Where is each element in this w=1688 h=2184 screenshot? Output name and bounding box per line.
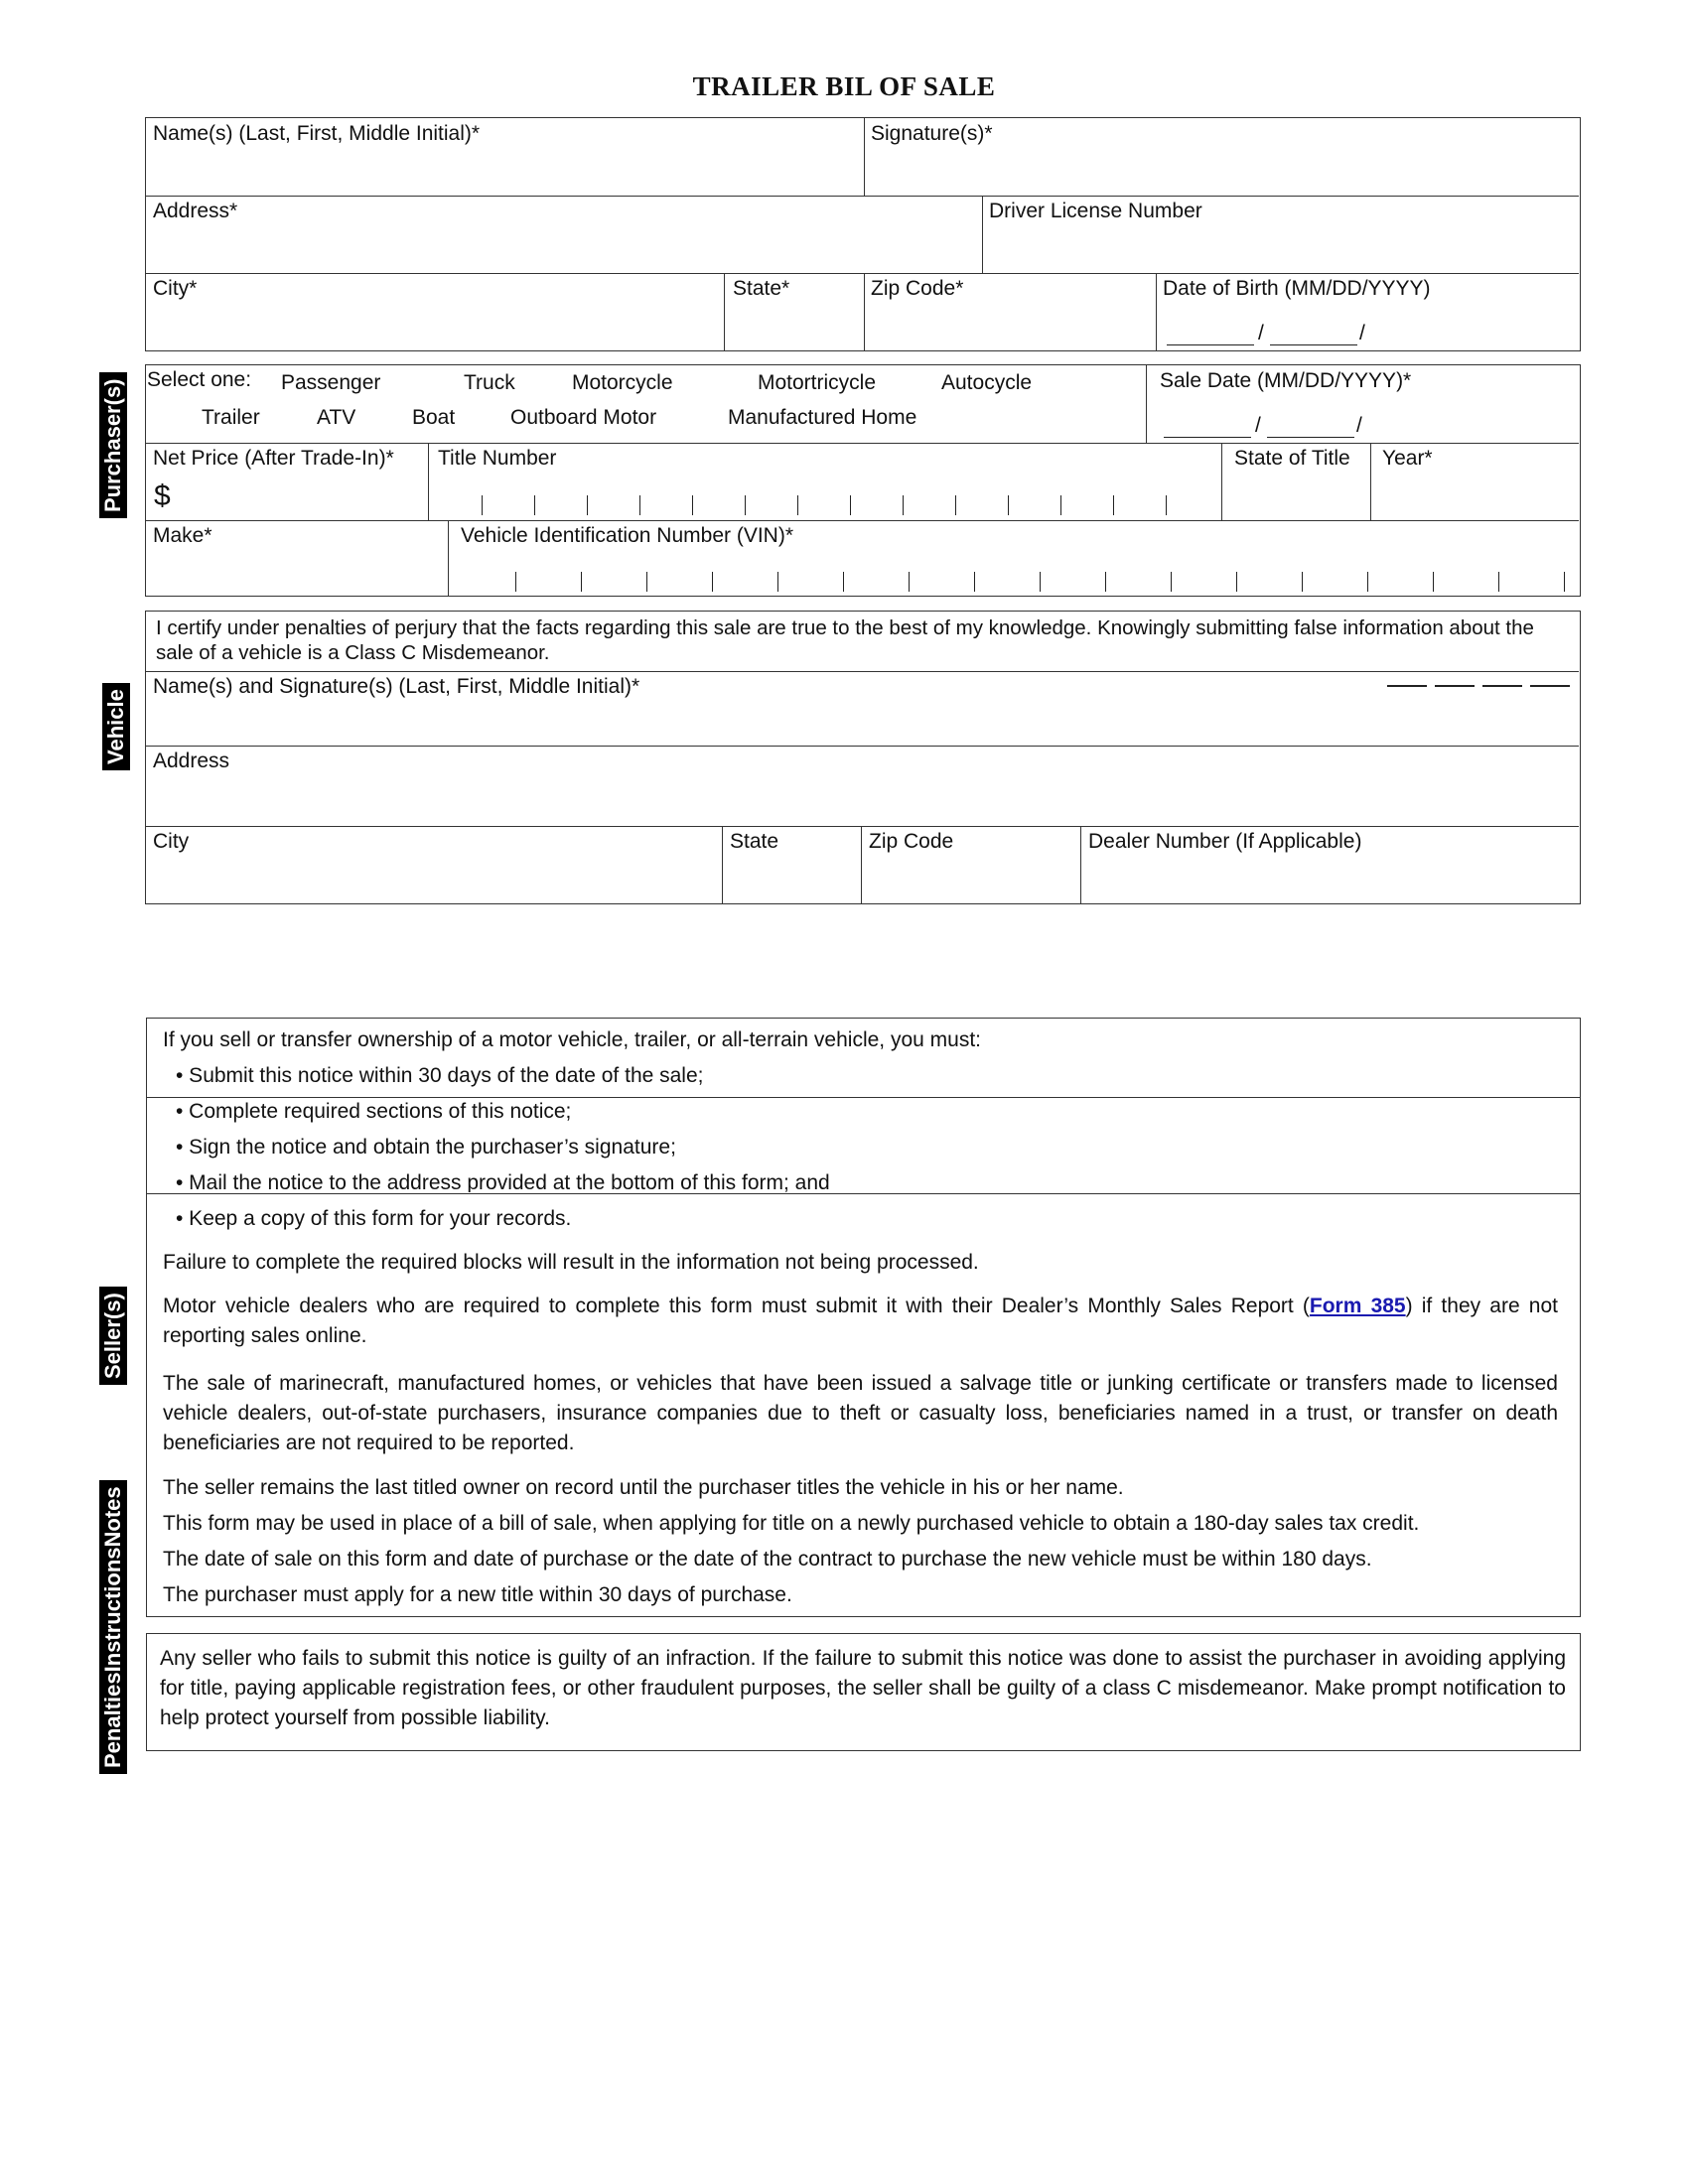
sale-date-slash-1: / [1255, 414, 1261, 437]
dob-slash-1: / [1258, 322, 1264, 344]
seller-city-label: City [153, 830, 190, 853]
vehicle-type-truck[interactable]: Truck [464, 371, 515, 394]
vehicle-type-manufactured-home[interactable]: Manufactured Home [728, 406, 917, 429]
dealers-note [163, 1292, 1558, 1351]
vehicle-type-outboard-motor[interactable]: Outboard Motor [510, 406, 657, 429]
purchaser-city-label: City* [153, 277, 198, 300]
seller-section [145, 611, 1581, 904]
seller-state-label: State [730, 830, 779, 853]
seller-remains-note: The seller remains the last titled owner on record until the purchaser titles the vehicle in his or her name. [163, 1476, 1124, 1499]
title-number-label: Title Number [438, 447, 557, 470]
penalties-text: Any seller who fails to submit this notice is guilty of an infraction. If the failure to submit this notice was done to assist the purchaser in avoiding applying for title, paying applicable registration fees, or other fraudulent purposes, the seller shall be guilty of a class C misdemeanor. Make prompt notification to help protect yourself from possible liability. [160, 1647, 1566, 1729]
dealer-number-label: Dealer Number (If Applicable) [1088, 830, 1362, 853]
purchaser-signature-label: Signature(s)* [871, 122, 993, 145]
sale-date-label: Sale Date (MM/DD/YYYY)* [1160, 369, 1412, 392]
state-of-title-label: State of Title [1234, 447, 1350, 470]
vehicle-type-trailer[interactable]: Trailer [202, 406, 260, 429]
purchaser-state-label: State* [733, 277, 790, 300]
purchaser-section [145, 117, 1581, 351]
vehicle-type-motortricycle[interactable]: Motortricycle [758, 371, 877, 394]
seller-name-label: Name(s) and Signature(s) (Last, First, Middle Initial)* [153, 675, 640, 698]
bullet-keep: • Keep a copy of this form for your records. [176, 1207, 572, 1230]
form-title: TRAILER BIL OF SALE [692, 71, 996, 101]
apply-title-note: The purchaser must apply for a new title within 30 days of purchase. [163, 1583, 792, 1606]
exemptions-note: The sale of marinecraft, manufactured homes, or vehicles that have been issued a salvage title or junking certificate or transfers made to licensed vehicle dealers, out-of-state purchasers, insurance companies due to theft or casualty loss, beneficiaries named in a trust, or transfer on death beneficiaries are not required to be reported. [163, 1372, 1558, 1454]
net-price-label: Net Price (After Trade-In)* [153, 447, 394, 470]
purchaser-dl-label: Driver License Number [989, 200, 1202, 222]
failure-note: Failure to complete the required blocks will result in the information not being processed. [163, 1251, 979, 1274]
purchaser-city-field[interactable] [146, 273, 724, 350]
bullet-sign: • Sign the notice and obtain the purchaser’s signature; [176, 1136, 676, 1159]
vehicle-type-passenger[interactable]: Passenger [281, 371, 381, 394]
side-label-vehicle: Vehicle [102, 683, 130, 770]
side-label-purchaser: Purchaser(s) [99, 372, 127, 518]
vehicle-section [145, 364, 1581, 597]
vehicle-type-boat[interactable]: Boat [412, 406, 456, 429]
purchaser-address-label: Address* [153, 200, 238, 222]
dob-slash-2: / [1359, 322, 1365, 344]
make-label: Make* [153, 524, 212, 547]
year-label: Year* [1382, 447, 1433, 470]
vin-label: Vehicle Identification Number (VIN)* [461, 524, 793, 547]
seller-zip-label: Zip Code [869, 830, 954, 853]
dealers-note-post: ) if they are not reporting sales online. [163, 1295, 1558, 1347]
sale-date-slash-2: / [1356, 414, 1362, 437]
bullet-complete: • Complete required sections of this notice; [176, 1100, 572, 1123]
purchaser-address-field[interactable] [146, 196, 982, 273]
certification-text: I certify under penalties of perjury that the facts regarding this sale are true to the best of my knowledge. Knowingly submitting false information about the sale of a vehicle is a Class C Misdemeanor. [156, 616, 1534, 664]
date-of-sale-note: The date of sale on this form and date of purchase or the date of the contract to purchase the new vehicle must be within 180 days. [163, 1548, 1372, 1570]
purchaser-zip-label: Zip Code* [871, 277, 964, 300]
bullet-submit: • Submit this notice within 30 days of the date of the sale; [176, 1064, 704, 1087]
vehicle-type-motorcycle[interactable]: Motorcycle [572, 371, 673, 394]
seller-address-label: Address [153, 750, 230, 772]
seller-city-field[interactable] [146, 826, 722, 903]
vehicle-type-autocycle[interactable]: Autocycle [941, 371, 1033, 394]
vehicle-type-select-label: Select one: [147, 368, 252, 391]
bullet-mail: • Mail the notice to the address provided at the bottom of this form; and [176, 1171, 830, 1192]
side-label-seller: Seller(s) [99, 1287, 127, 1385]
bill-of-sale-note: This form may be used in place of a bill of sale, when applying for title on a newly purchased vehicle to obtain a 180-day sales tax credit. [163, 1512, 1420, 1535]
instructions-intro: If you sell or transfer ownership of a motor vehicle, trailer, or all-terrain vehicle, you must: [163, 1028, 982, 1051]
purchaser-name-label: Name(s) (Last, First, Middle Initial)* [153, 122, 481, 145]
dealers-note-pre: Motor vehicle dealers who are required to complete this form must submit it with their Dealer’s Monthly Sales Report ( [163, 1295, 1310, 1317]
form-385-link[interactable]: Form 385 [1309, 1295, 1406, 1317]
dollar-sign: $ [154, 479, 171, 512]
purchaser-dob-label: Date of Birth (MM/DD/YYYY) [1163, 277, 1431, 300]
side-label-notes: PenaltiesInstructionsNotes [99, 1480, 127, 1774]
vehicle-type-atv[interactable]: ATV [317, 406, 356, 429]
seller-address-field[interactable] [146, 746, 1579, 826]
